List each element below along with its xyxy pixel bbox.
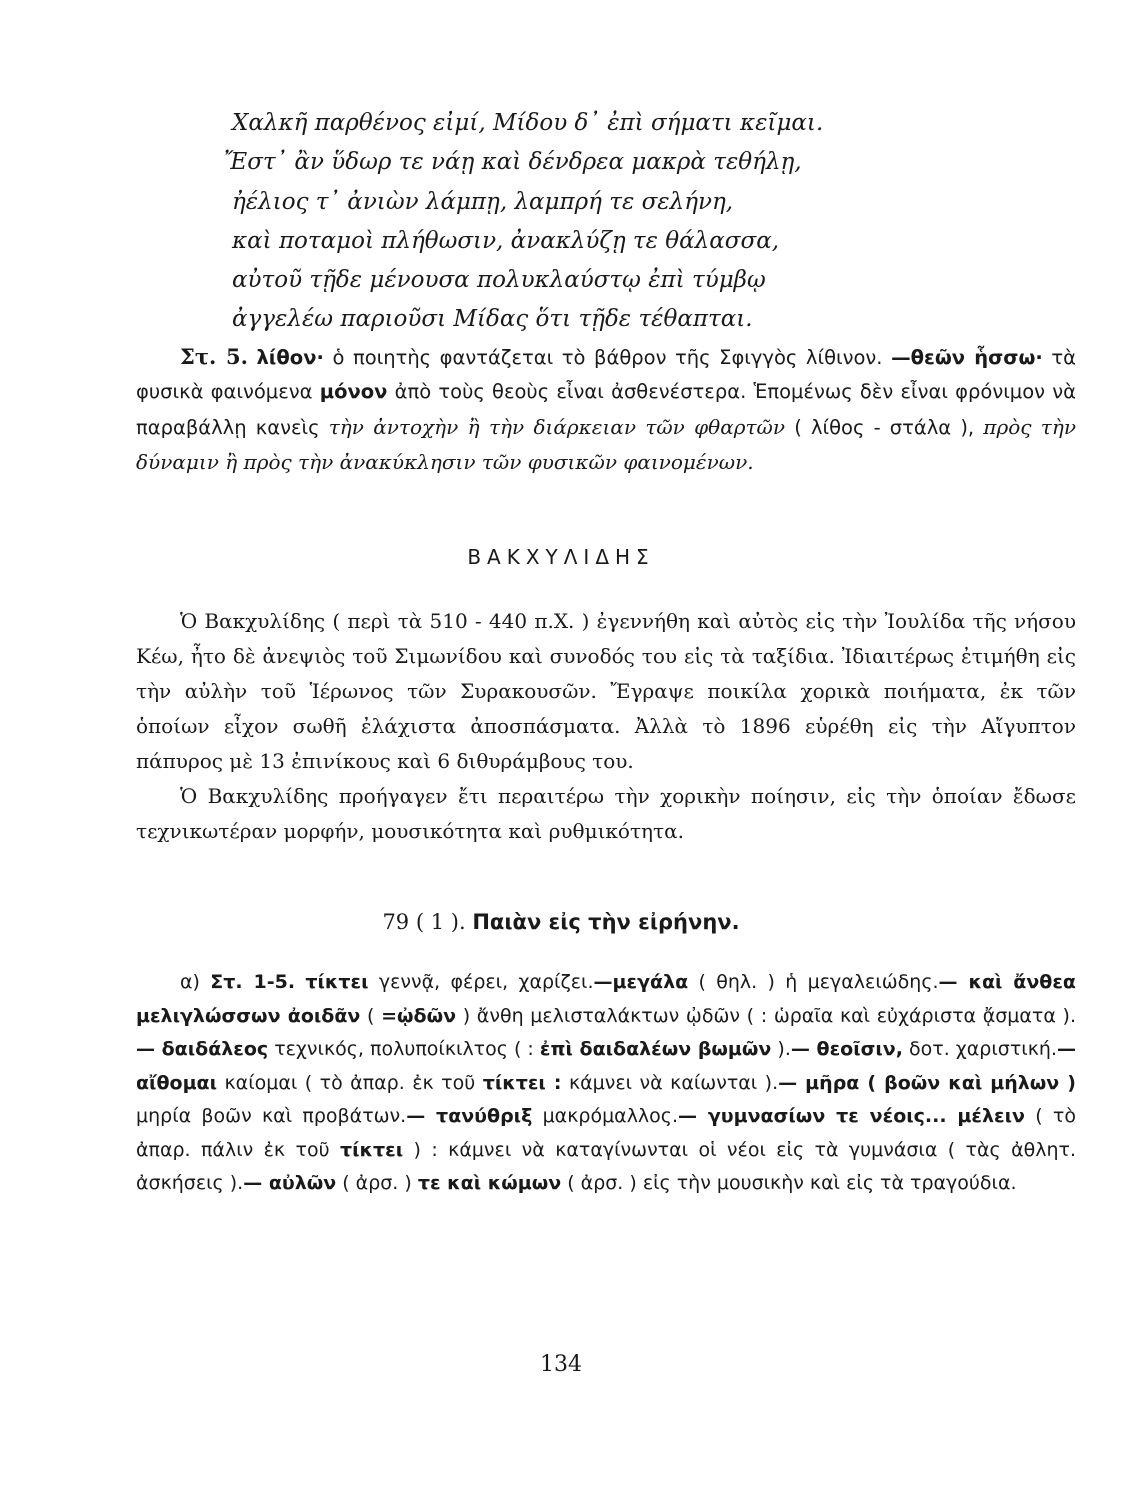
biography-paragraph: Ὁ Βακχυλίδης ( περὶ τὰ 510 - 440 π.Χ. ) ἐγεννήθη καὶ αὐτὸς εἰς τὴν Ἰουλίδα τῆς νήσου Κέω, ἦτο δὲ ἀνεψιὸς τοῦ Σιμωνίδου καὶ συνοδός του εἰς τὰ ταξίδια. Ἰδιαιτέρως ἐτιμήθη εἰς τὴν αὐλὴν τοῦ Ἱέρωνος τῶν Συρακουσῶν. Ἔγραψε ποικίλα χορικὰ ποιήματα, ἐκ τῶν ὁποίων εἶχον σωθῆ ἐλάχιστα ἀποσπάσματα. Ἀλλὰ τὸ 1896 εὑρέθη εἰς τὴν Αἴγυπτον πάπυρος μὲ 13 ἐπινίκους καὶ 6 διθυράμβους του.	[136, 609, 1076, 773]
gloss: τὰ φυσικὰ φαινόμενα	[136, 346, 1076, 404]
gloss: μηρία βοῶν καὶ προβάτων.	[136, 1105, 407, 1127]
gloss: ( ἀρσ. ) εἰς τὴν μουσικὴν καὶ εἰς τὰ τραγούδια.	[561, 1172, 1017, 1194]
section-heading: ΒΑΚΧΥΛΙΔΗΣ	[467, 545, 655, 569]
lemma: ἐπὶ δαιδαλέων βωμῶν	[539, 1038, 772, 1060]
lemma: —μεγάλα	[593, 971, 689, 993]
gloss: ( λίθος - στάλα ),	[785, 415, 984, 439]
poem-line: αὐτοῦ τῇδε μένουσα πολυκλαύστῳ ἐπὶ τύμβῳ	[232, 267, 766, 294]
lemma: τίκτει :	[482, 1071, 562, 1094]
lemma: τε καὶ κώμων	[417, 1172, 562, 1194]
lemma: λίθον·	[256, 346, 324, 369]
gloss: δοτ. χαριστική.	[902, 1038, 1057, 1060]
lemma: — μῆρα ( βοῶν καὶ μήλων )	[778, 1071, 1076, 1094]
gloss: τεχνικός, πολυποίκιλτος ( :	[268, 1038, 540, 1060]
poem-number: 79	[382, 910, 410, 934]
gloss: ἀπὸ τοὺς θεοὺς εἶναι ἀσθενέστερα. Ἑπομένως δὲν εἶναι φρόνιμον νὰ παραβάλλῃ κανεὶς	[136, 380, 1077, 439]
poem-title	[0, 910, 1122, 934]
gloss: ὁ ποιητὴς φαντάζεται τὸ βάθρον τῆς Σφιγγὸς λίθινον.	[323, 346, 892, 369]
lemma: — θεοῖσιν,	[790, 1038, 903, 1060]
poem-title-text: Παιὰν εἰς τὴν εἰρήνην.	[472, 910, 740, 934]
commentary-paragraph	[136, 966, 1076, 1201]
commentary-note-verses-1-5	[136, 966, 1076, 1201]
verse-ref: Στ. 1-5.	[210, 971, 296, 993]
verse-ref: Στ. 5.	[180, 344, 248, 369]
gloss: γεννᾷ, φέρει, χαρίζει.	[368, 971, 594, 993]
lemma: — δαιδάλεος	[136, 1038, 269, 1060]
poem-line: Ἔστ᾿ ἂν ὕδωρ τε νάῃ καὶ δένδρεα μακρὰ τεθήλῃ,	[224, 149, 802, 176]
gloss: ( ἀρσ. )	[336, 1172, 418, 1194]
biography-paragraph: Ὁ Βακχυλίδης προήγαγεν ἔτι περαιτέρω τὴν χορικὴν ποίησιν, εἰς τὴν ὁποίαν ἔδωσε τεχνικωτέραν μορφήν, μουσικότητα καὶ ρυθμικότητα.	[136, 784, 1076, 843]
poem-line: καὶ ποταμοὶ πλήθωσιν, ἀνακλύζῃ τε θάλασσα,	[232, 227, 780, 254]
gloss: ) : κάμνει νὰ καταγίνωνται οἱ νέοι εἰς τὰ γυμνάσια ( τὰς ἀθλητ. ἀσκήσεις ).	[136, 1138, 1076, 1194]
gloss: ).	[771, 1038, 791, 1060]
lemma: =ᾠδῶν	[381, 1004, 457, 1027]
commentary-note-verse-5	[136, 340, 1076, 481]
gloss: καίομαι ( τὸ ἀπαρ. ἐκ τοῦ	[217, 1071, 483, 1094]
epigram-poem	[224, 104, 872, 340]
gloss: ) ἄνθη μελισταλάκτων ᾠδῶν ( : ὡραῖα καὶ εὐχάριστα ᾄσματα ).	[456, 1004, 1076, 1027]
lemma: — καὶ ἄνθεα μελιγλώσσων ἀοιδᾶν	[136, 971, 1076, 1027]
page-number: 134	[540, 1352, 582, 1377]
poem-line: Χαλκῆ παρθένος εἰμί, Μίδου δ᾿ ἐπὶ σήματι κεῖμαι.	[232, 110, 824, 136]
lemma: — τανύθριξ	[406, 1105, 533, 1127]
lemma: — γυμνασίων τε νέοις... μέλειν	[678, 1105, 1025, 1127]
note-label: α)	[180, 971, 200, 993]
lemma: — αἴθομαι	[136, 1038, 1076, 1094]
gloss: μακρόμαλλος.	[532, 1105, 678, 1127]
gloss: (	[360, 1004, 382, 1027]
footnote-ref: ( 1 ).	[415, 910, 466, 934]
poem-line: ἀγγελέω παριοῦσι Μίδας ὅτι τῇδε τέθαπται.	[232, 306, 753, 333]
poem-line: ἠέλιος τ᾿ ἀνιὼν λάμπῃ, λαμπρή τε σελήνη,	[232, 188, 734, 215]
italic-phrase: πρὸς τὴν δύναμιν ἢ πρὸς τὴν ἀνακύκλησιν τῶν φυσικῶν φαινομένων.	[136, 414, 1076, 475]
lemma: — αὐλῶν	[243, 1172, 337, 1194]
commentary-paragraph	[136, 340, 1076, 481]
gloss: ( θηλ. ) ἡ μεγαλειώδης.	[688, 971, 939, 993]
lemma: μόνον	[319, 380, 388, 404]
lemma: τίκτει	[339, 1138, 404, 1161]
italic-phrase: τὴν ἀντοχὴν ἢ τὴν διάρκειαν τῶν φθαρτῶν	[328, 414, 786, 439]
biography-text	[136, 604, 1076, 849]
gloss: ( τὸ ἀπαρ. πάλιν ἐκ τοῦ	[136, 1105, 1076, 1161]
gloss: κάμνει νὰ καίωνται ).	[561, 1071, 779, 1094]
lemma: —θεῶν ἧσσω·	[891, 346, 1043, 369]
lemma: τίκτει	[305, 971, 369, 993]
